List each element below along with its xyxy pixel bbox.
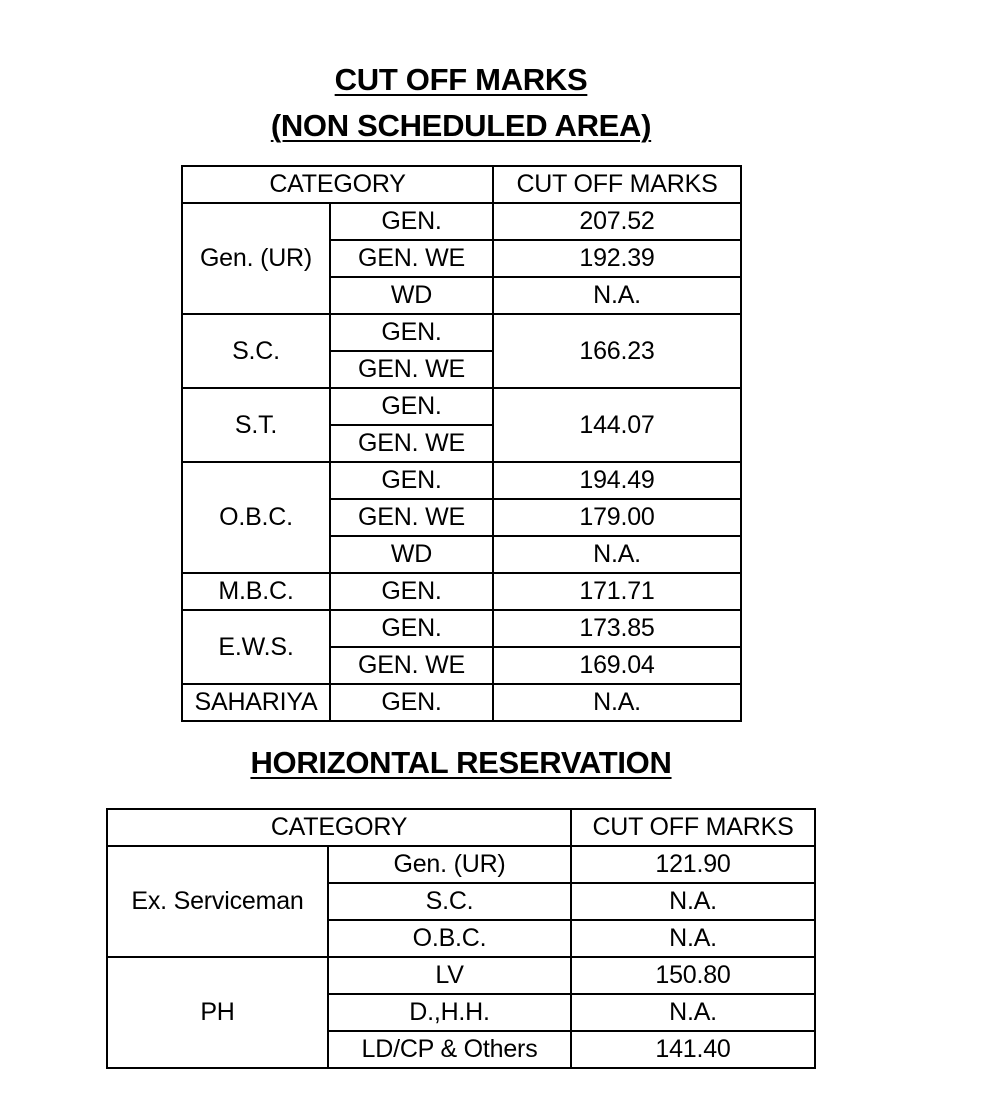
cutoff-marks-cell: N.A. (571, 920, 815, 957)
category-cell: S.T. (182, 388, 330, 462)
category-cell: Gen. (UR) (182, 203, 330, 314)
cutoff-marks-cell: 179.00 (493, 499, 741, 536)
cutoff-marks-cell: 121.90 (571, 846, 815, 883)
subcategory-cell: LV (328, 957, 571, 994)
subcategory-cell: GEN. (330, 573, 493, 610)
subcategory-cell: WD (330, 536, 493, 573)
page-title: CUT OFF MARKS (334, 62, 588, 97)
subcategory-cell: WD (330, 277, 493, 314)
cutoff-marks-header: CUT OFF MARKS (493, 166, 741, 203)
cutoff-marks-cell: 192.39 (493, 240, 741, 277)
non-scheduled-cutoff-table (181, 165, 742, 722)
cutoff-marks-cell: 166.23 (493, 314, 741, 388)
category-cell: Ex. Serviceman (107, 846, 328, 957)
subcategory-cell: GEN. WE (330, 425, 493, 462)
page-subtitle: (NON SCHEDULED AREA) (270, 108, 652, 143)
category-header: CATEGORY (107, 809, 571, 846)
table-header-row (107, 809, 815, 846)
cutoff-marks-cell: 173.85 (493, 610, 741, 647)
table-row (182, 388, 741, 425)
subcategory-cell: LD/CP & Others (328, 1031, 571, 1068)
subcategory-cell: GEN. (330, 462, 493, 499)
subcategory-cell: D.,H.H. (328, 994, 571, 1031)
cutoff-marks-cell: N.A. (493, 536, 741, 573)
section-heading-horizontal-reservation: HORIZONTAL RESERVATION (250, 745, 672, 780)
table-row (182, 314, 741, 351)
category-cell: O.B.C. (182, 462, 330, 573)
subcategory-cell: O.B.C. (328, 920, 571, 957)
subcategory-cell: GEN. WE (330, 499, 493, 536)
subcategory-cell: Gen. (UR) (328, 846, 571, 883)
subcategory-cell: GEN. (330, 684, 493, 721)
cutoff-marks-cell: 150.80 (571, 957, 815, 994)
cutoff-marks-cell: 169.04 (493, 647, 741, 684)
category-cell: S.C. (182, 314, 330, 388)
horizontal-reservation-table-body (107, 809, 815, 1068)
subcategory-cell: GEN. (330, 314, 493, 351)
table-row (107, 846, 815, 883)
table-row (182, 203, 741, 240)
cutoff-marks-cell: 141.40 (571, 1031, 815, 1068)
subcategory-cell: GEN. (330, 610, 493, 647)
subcategory-cell: GEN. WE (330, 240, 493, 277)
cutoff-marks-cell: 144.07 (493, 388, 741, 462)
category-cell: E.W.S. (182, 610, 330, 684)
non-scheduled-cutoff-table-body (182, 166, 741, 721)
cutoff-marks-cell: N.A. (493, 277, 741, 314)
subcategory-cell: GEN. WE (330, 647, 493, 684)
subcategory-cell: GEN. (330, 203, 493, 240)
table-row (182, 573, 741, 610)
cutoff-marks-cell: 194.49 (493, 462, 741, 499)
subcategory-cell: GEN. (330, 388, 493, 425)
subcategory-cell: GEN. WE (330, 351, 493, 388)
category-cell: PH (107, 957, 328, 1068)
cutoff-marks-cell: 171.71 (493, 573, 741, 610)
category-header: CATEGORY (182, 166, 493, 203)
horizontal-reservation-table (106, 808, 816, 1069)
cutoff-marks-header: CUT OFF MARKS (571, 809, 815, 846)
table-row (182, 684, 741, 721)
table-row (182, 462, 741, 499)
cutoff-marks-cell: 207.52 (493, 203, 741, 240)
subcategory-cell: S.C. (328, 883, 571, 920)
cutoff-marks-cell: N.A. (571, 994, 815, 1031)
table-row (182, 610, 741, 647)
cutoff-marks-cell: N.A. (571, 883, 815, 920)
category-cell: SAHARIYA (182, 684, 330, 721)
table-header-row (182, 166, 741, 203)
table-row (107, 957, 815, 994)
cutoff-marks-cell: N.A. (493, 684, 741, 721)
category-cell: M.B.C. (182, 573, 330, 610)
